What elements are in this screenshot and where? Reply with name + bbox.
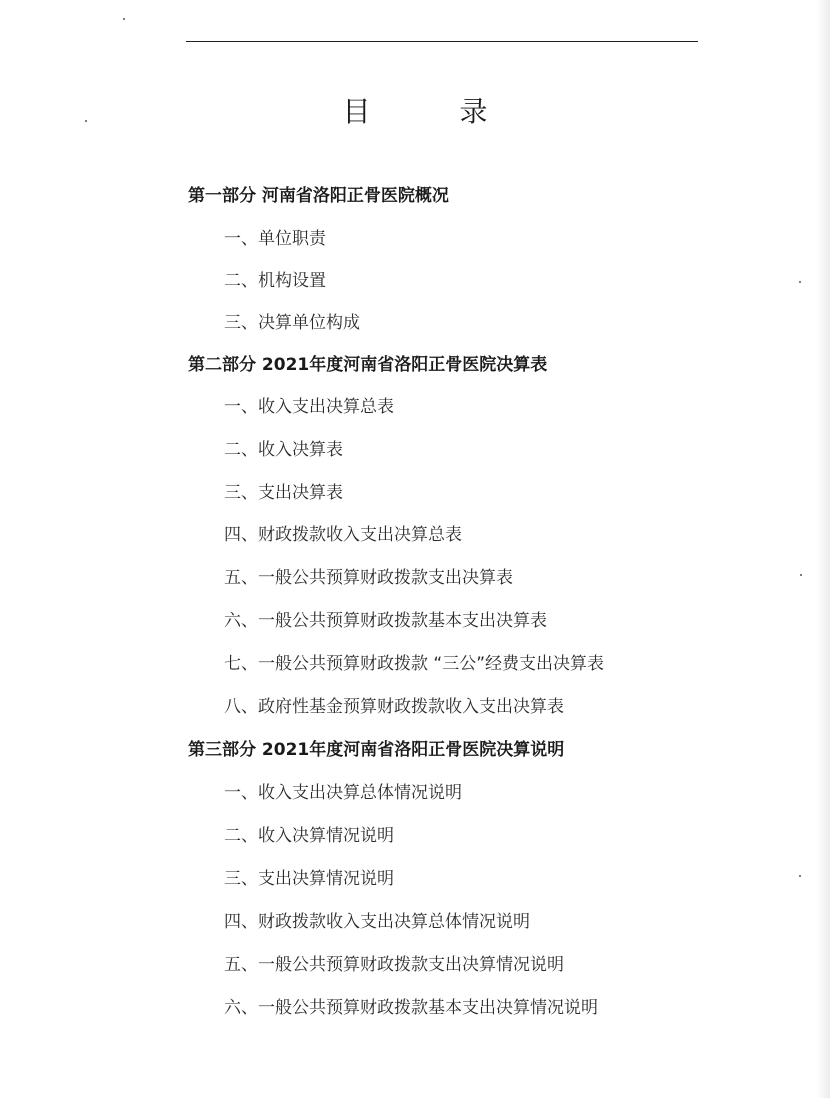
- header-rule: [186, 41, 698, 42]
- toc-item: 六、一般公共预算财政拨款基本支出决算表: [224, 611, 547, 631]
- toc-part-heading: 第一部分 河南省洛阳正骨医院概况: [188, 186, 449, 206]
- toc-item: 三、决算单位构成: [224, 313, 360, 333]
- page-title: 目 录: [342, 95, 528, 128]
- scan-speck: [799, 281, 801, 283]
- toc-part-heading: 第三部分 2021年度河南省洛阳正骨医院决算说明: [188, 740, 565, 760]
- toc-item: 五、一般公共预算财政拨款支出决算表: [224, 568, 513, 588]
- toc-item: 一、单位职责: [224, 229, 326, 249]
- toc-item: 六、一般公共预算财政拨款基本支出决算情况说明: [224, 998, 598, 1018]
- scan-speck: [85, 120, 87, 122]
- scan-edge-shadow: [816, 0, 830, 1098]
- scan-speck: [799, 875, 801, 877]
- toc-item: 三、支出决算情况说明: [224, 869, 394, 889]
- toc-item: 五、一般公共预算财政拨款支出决算情况说明: [224, 955, 564, 975]
- toc-item: 三、支出决算表: [224, 483, 343, 503]
- toc-item: 一、收入支出决算总体情况说明: [224, 783, 462, 803]
- scan-speck: [800, 574, 802, 576]
- toc-item: 四、财政拨款收入支出决算总体情况说明: [224, 912, 530, 932]
- toc-item: 二、收入决算情况说明: [224, 826, 394, 846]
- toc-item: 一、收入支出决算总表: [224, 397, 394, 417]
- toc-item: 二、收入决算表: [224, 440, 343, 460]
- toc-part-heading: 第二部分 2021年度河南省洛阳正骨医院决算表: [188, 355, 548, 375]
- toc-item: 四、财政拨款收入支出决算总表: [224, 525, 462, 545]
- scan-speck: [123, 18, 125, 20]
- toc-item: 二、机构设置: [224, 271, 326, 291]
- toc-item: 七、一般公共预算财政拨款 “三公”经费支出决算表: [224, 654, 605, 674]
- toc-item: 八、政府性基金预算财政拨款收入支出决算表: [224, 697, 564, 717]
